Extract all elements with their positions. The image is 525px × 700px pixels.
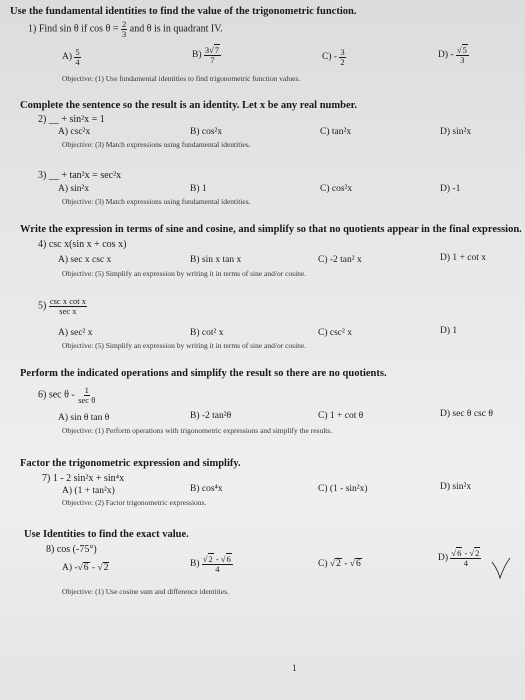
q8-choice-c: C) √2 - √6 — [318, 559, 361, 569]
section-heading-5: Factor the trigonometric expression and simplify. — [20, 458, 241, 469]
question-4-stem: 4) csc x(sin x + cos x) — [38, 239, 127, 250]
q4-choice-c: C) -2 tan² x — [318, 255, 362, 265]
question-1-stem: 1) Find sin θ if cos θ = $\frac{2}{3}$ and θ is in quadrant IV. — [28, 19, 223, 39]
q4-choice-a: A) sec x csc x — [58, 255, 112, 265]
section-heading-4: Perform the indicated operations and simplify the result so there are no quotients. — [20, 368, 387, 379]
q8-objective: Objective: (1) Use cosine sum and difference identities. — [62, 587, 229, 596]
q7-objective: Objective: (2) Factor trigonometric expressions. — [62, 498, 207, 507]
q1-choice-b: B) $\frac{3√7}{7}$ — [192, 45, 220, 65]
section-heading-2: Complete the sentence so the result is an identity. Let x be any real number. — [20, 100, 357, 111]
q3-choice-d: D) -1 — [440, 184, 461, 194]
q5-choice-b: B) cot² x — [190, 328, 224, 338]
q3-choice-b: B) 1 — [190, 184, 207, 194]
q5-choice-d: D) 1 — [440, 326, 458, 336]
q8-choice-b: B) $\frac{√2 - √6}{4}$ — [190, 554, 231, 574]
section-heading-3: Write the expression in terms of sine and cosine, and simplify so that no quotients appear in the final expression. — [20, 224, 522, 235]
checkmark-icon — [490, 556, 512, 582]
q3-choice-a: A) sin²x — [58, 184, 90, 194]
q7-choice-c: C) (1 - sin²x) — [318, 484, 368, 494]
question-6-stem: 6) sec θ - $\frac{1}{\text{sec θ}}$ — [38, 385, 96, 405]
q6-choice-a: A) sin θ tan θ — [58, 413, 110, 423]
q5-choice-a: A) sec² x — [58, 328, 93, 338]
page-number: 1 — [292, 663, 297, 673]
question-5-stem: 5) $\frac{\text{csc x cot x}}{\text{sec x}}$ — [38, 296, 86, 316]
q7-choice-a: A) (1 + tan²x) — [62, 486, 115, 496]
q4-choice-b: B) sin x tan x — [190, 255, 242, 265]
q6-choice-d: D) sec θ csc θ — [440, 409, 493, 419]
section-heading-6: Use Identities to find the exact value. — [24, 529, 189, 540]
q2-objective: Objective: (3) Match expressions using fundamental identities. — [62, 140, 251, 149]
q5-choice-c: C) csc² x — [318, 328, 352, 338]
q6-choice-c: C) 1 + cot θ — [318, 411, 364, 421]
q2-choice-d: D) sin²x — [440, 127, 472, 137]
q1-choice-d: D) - $\frac{√5}{3}$ — [438, 45, 467, 65]
q6-choice-b: B) -2 tan²θ — [190, 411, 232, 421]
q1-choice-a: A) $\frac{5}{4}$ — [62, 47, 80, 67]
q8-choice-d: D) $\frac{√6 - √2}{4}$ — [438, 548, 480, 568]
q7-choice-b: B) cos⁴x — [190, 484, 223, 494]
q3-choice-c: C) cos²x — [320, 184, 353, 194]
question-3-stem: 3) __ + tan²x = sec²x — [38, 170, 122, 181]
q6-objective: Objective: (1) Perform operations with trigonometric expressions and simplify the results. — [62, 426, 333, 435]
q2-choice-b: B) cos²x — [190, 127, 223, 137]
section-heading-1: Use the fundamental identities to find the value of the trigonometric function. — [10, 6, 357, 17]
q4-choice-d: D) 1 + cot x — [440, 253, 486, 263]
q5-objective: Objective: (5) Simplify an expression by writing it in terms of sine and/or cosine. — [62, 341, 307, 350]
question-8-stem: 8) cos (-75°) — [46, 544, 97, 555]
question-2-stem: 2) __ + sin²x = 1 — [38, 114, 105, 125]
question-7-stem: 7) 1 - 2 sin²x + sin⁴x — [42, 473, 125, 484]
q1-choice-c: C) - $\frac{3}{2}$ — [322, 47, 345, 67]
q2-choice-c: C) tan²x — [320, 127, 352, 137]
fraction: $\frac{2}{3}$ — [122, 19, 127, 39]
q3-objective: Objective: (3) Match expressions using fundamental identities. — [62, 197, 251, 206]
q1-objective: Objective: (1) Use fundamental identities to find trigonometric function values. — [62, 74, 301, 83]
q2-choice-a: A) csc²x — [58, 127, 91, 137]
q7-choice-d: D) sin²x — [440, 482, 472, 492]
q4-objective: Objective: (5) Simplify an expression by writing it in terms of sine and/or cosine. — [62, 269, 307, 278]
q8-choice-a: A) -√6 - √2 — [62, 563, 109, 573]
